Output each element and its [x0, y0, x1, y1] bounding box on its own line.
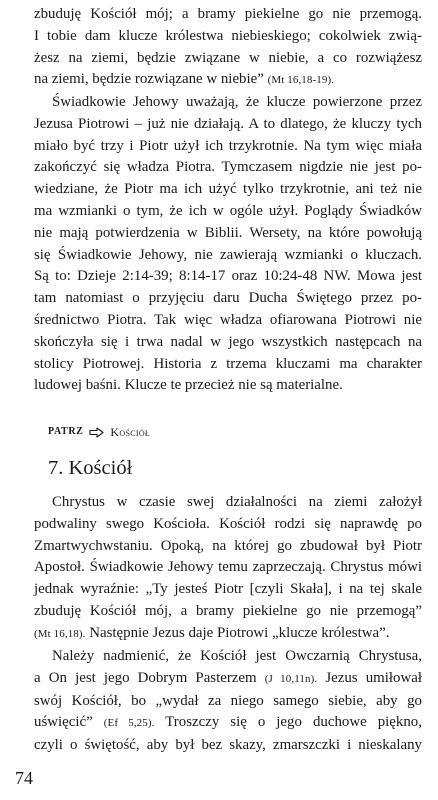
text-line: [34, 668, 422, 691]
arrow-right-icon: [89, 427, 104, 438]
paragraph-continued: [34, 4, 422, 92]
text-line: Są to: Dzieje 2:14-39; 8:14-17 oraz 10:24-48 NW. Mowa jest: [34, 268, 422, 285]
text-line: Świadkowie Jehowy uważają, że klucze powierzone przez: [52, 94, 422, 110]
text-line: [34, 69, 422, 92]
text-line: wiedziane, że Piotr ma ich użyć tylko trzykrotnie, ani też nie: [34, 181, 422, 198]
paragraph-church: [34, 492, 422, 646]
text-line: Należy nadmienić, że Kościół jest Owczarnią Chrystusa,: [52, 648, 422, 664]
text-line: zbuduję Kościół mój, a bramy piekielne go nie przemogą”: [34, 602, 422, 619]
text-line: skończyła się i trwa nadal w jego wszystkich następcach na: [34, 333, 422, 350]
text-fragment: uświęcić”: [34, 714, 93, 731]
text-line: się Świadkowie Jehowy, nie zawierają wzmianki o kluczach.: [34, 246, 422, 263]
text-line: czyli o świętość, aby był bez skazy, zmarszczki i nieskalany: [34, 737, 422, 754]
text-line: ma wzmianki o tym, że ich w ogóle użył. Poglądy Świadków: [34, 202, 422, 219]
text-line: zakończyć się władza Piotra. Tymczasem nigdzie nie jest po-: [34, 159, 422, 176]
text-fragment: Troszczy się o jego duchowe piękno,: [154, 714, 422, 731]
page-number: 74: [15, 768, 33, 788]
text-line: I tobie dam klucze królestwa niebieskiego; cokolwiek zwią-: [34, 27, 422, 44]
text-line: Apostoł. Świadkowie Jehowy temu zaprzeczają. Chrystus mówi: [34, 559, 422, 576]
text-fragment: a On jest jego Dobrym Pasterzem: [34, 669, 257, 686]
text-line: swój Kościół, bo „wydał za niego samego siebie, aby go: [34, 692, 422, 709]
bible-citation: (Mt 16,18-19).: [267, 74, 335, 87]
text-line: średnictwo Piotra. Tak więc władza ofiarowana Piotrowi nie: [34, 311, 422, 328]
text-fragment: na ziemi, będzie rozwiązane w niebie”: [34, 71, 264, 88]
text-line: jednak wyraźnie: „Ty jesteś Piotr [czyli Skała], i na tej skale: [34, 581, 422, 598]
text-line: podwaliny swego Kościoła. Kościół rodzi się naprawdę po: [34, 515, 422, 532]
see-also-target[interactable]: Kościół: [110, 425, 151, 439]
text-line: stolicy Piotrowej. Historia z trzema kluczami ma charakter: [34, 355, 422, 372]
text-line: zbuduję Kościół mój; a bramy piekielne go nie przemogą.: [34, 6, 422, 22]
text-line: Zmartwychwstaniu. Opoką, na której go zbudował był Piotr: [34, 537, 422, 554]
text-line: Chrystus w czasie swej działalności na ziemi założył: [52, 494, 422, 510]
text-line: nie mają potwierdzenia w Biblii. Wersety, na które powołują: [34, 224, 422, 241]
paragraph-witnesses: [34, 92, 422, 397]
bible-citation: (J 10,11n).: [264, 672, 318, 685]
text-line: żesz na ziemi, będzie związane w niebie, a co rozwiążesz: [34, 49, 422, 66]
text-fragment: Następnie Jezus daje Piotrowi „klucze królestwa”.: [85, 624, 390, 641]
see-also-reference: [48, 425, 150, 439]
text-line: [34, 623, 422, 646]
text-line: tam natomiast o przyjęciu daru Ducha Świętego przez po-: [34, 290, 422, 307]
section-heading: 7. Kościół: [48, 457, 133, 479]
paragraph-flock: [34, 646, 422, 757]
see-also-label: PATRZ: [48, 426, 84, 437]
text-fragment: Jezus umiłował: [317, 669, 422, 686]
text-line: miało być trzy i Piotr użył ich trzykrotnie. Na tym więc miała: [34, 137, 422, 154]
bible-citation: (Mt 16,18).: [34, 627, 86, 640]
bible-citation: (Ef 5,25).: [103, 717, 155, 730]
text-line: [34, 712, 422, 735]
text-line: Jezusa Piotrowi – już nie działają. A to dlatego, że kluczy tych: [34, 115, 422, 132]
text-line: ludowej baśni. Klucze te przecież nie są materialne.: [34, 377, 343, 394]
